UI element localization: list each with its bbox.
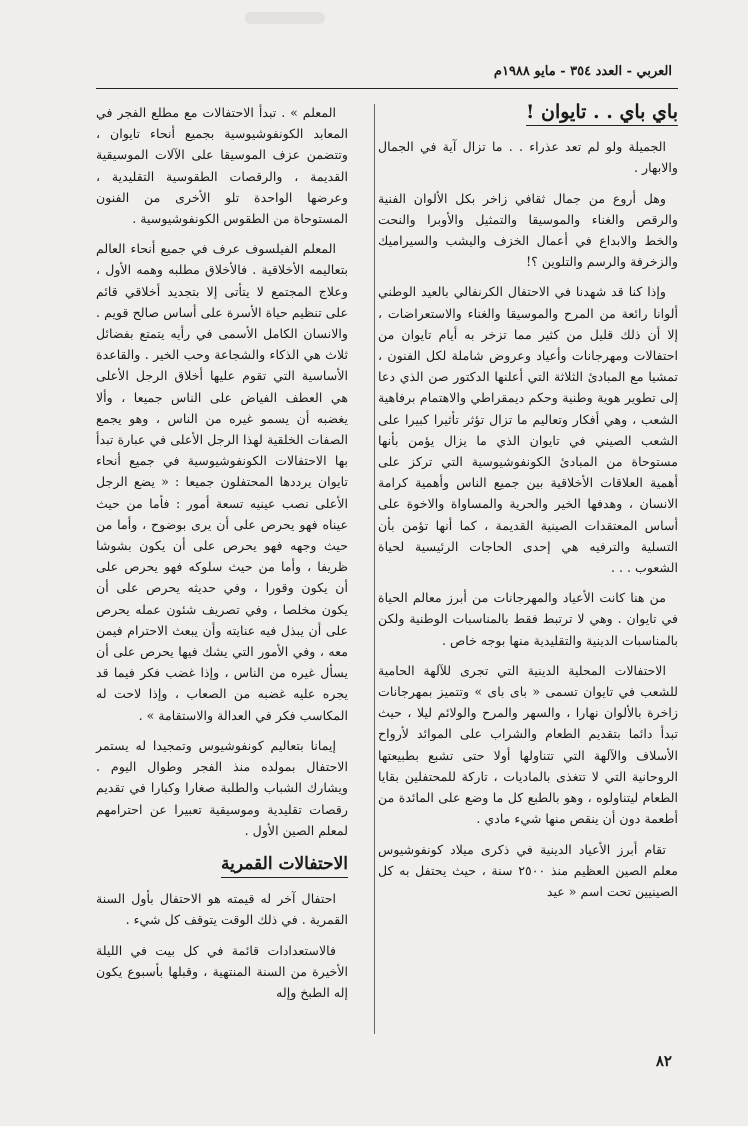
scan-artifact: [245, 12, 325, 24]
page-number: ٨٢: [655, 1052, 672, 1070]
paragraph: المعلم » . تبدأ الاحتفالات مع مطلع الفجر في المعابد الكونفوشيوسية بجميع أنحاء تايوان ، وتتضمن عزف الموسيقا على الآلات الموسيقية القديمة ، والرقصات الطقوسية التقليدية ، وعرضها الواحدة تلو الأخرى من الفنون المستوحاة من الطقوس الكونفوشيوسية .: [96, 105, 348, 227]
paragraph: من هنا كانت الأعياد والمهرجانات من أبرز معالم الحياة في تايوان . وهي لا ترتبط فقط بالمناسبات الوطنية ولكن بالمناسبات الدينية والتقليدية منها بوجه خاص .: [378, 590, 678, 648]
paragraph: المعلم الفيلسوف عرف في جميع أنحاء العالم بتعاليمه الأخلاقية . فالأخلاق مطلبه وهمه الأول ، وعلاج المجتمع لا يتأتى إلا بتجديد أخلاقي قائم على تنظيم حياة الأسرة على أساس صالح قويم . والانسان الكامل الأسمى في رأيه يتمتع بفضائل ثلاث هي الذكاء والشجاعة وحب الخير . والقاعدة الأساسية التي تقوم عليها أخلاق الرجل الأعلى هي العطف الفياض على الناس جميعا ، وألا يغضبه أن يسمو غيره من الناس ، وهو يجمع الصفات الخلقية لهذا الرجل الأعلى في عبارة تبدأ بها الاحتفالات الكونفوشيوسية في جميع أنحاء تايوان يرددها المحتفلون جميعا : « يضع الرجل الأعلى نصب عينيه تسعة أمور : فأما من حيث عيناه فهو يحرص على أن يرى بوضوح ، وأما من حيث وجهه فهو يحرص على أن يكون بشوشا ظريفا ، وأما من حيث سلوكه فهو يحرص على أن يكون وقورا ، وفي حديثه يحرص على أن يكون مخلصا ، وفي تصريف شئون عمله يحرص على أن يبذل فيه عنايته وأن يبعث الاحترام فيمن معه ، وفي الأمور التي يشك فيها يحرص على أن يسأل غيره من الناس ، وإذا غضب فكر فيما قد يجره عليه غضبه من الصعاب ، وإذا لاحت له المكاسب فكر في العدالة والاستقامة » .: [96, 241, 348, 723]
paragraph: إيمانا بتعاليم كونفوشيوس وتمجيدا له يستمر الاحتفال بمولده منذ الفجر وطوال اليوم . ويشارك الشباب والطلبة صغارا وكبارا في تقديم رقصات تقليدية وموسيقية تعبيرا عن احترامهم لمعلم الصين الأول .: [96, 737, 348, 838]
paragraph: وهل أروع من جمال ثقافي زاخر بكل الألوان الفنية والرقص والغناء والموسيقا والتمثيل والأوبرا والنحت والخط والابداع في أعمال الخزف واليشب والسيراميك والزخرفة والرسم والتلوين ؟!: [378, 190, 678, 270]
right-column: [378, 102, 678, 911]
paragraph: وإذا كنا قد شهدنا في الاحتفال الكرنفالي بالعيد الوطني ألوانا رائعة من المرح والموسيقا والغناء والاستعراضات ، إلا أن ذلك قليل من كثير مما تزخر به أيام تايوان من احتفالات ومهرجانات وأعياد وعروض شاملة لكل الفنون ، تمشيا مع المبادئ الثلاثة التي أعلنها الدكتور صن الذي دعا إلى تطوير هوية وطنية وحكم ديمقراطي والاهتمام برفاهية الشعب ، وهي أفكار وتعاليم ما تزال تؤثر تأثيرا كبيرا على الشعب الصيني في تايوان الذي ما يزال يؤمن بأنها مستوحاة من المبادئ الكونفوشيوسية التي تركز على أهمية العلاقات الأخلاقية بين جميع الناس وأهمية كرامة الانسان ، وهدفها الخير والحرية والمساواة والاخوة على أساس المعتقدات الصينية القديمة ، كما أنها تؤمن بأن التسلية والترفيه هي إحدى الحاجات الرئيسية لحياة الشعوب . . .: [378, 284, 678, 576]
paragraph: احتفال آخر له قيمته هو الاحتفال بأول السنة القمرية . في ذلك الوقت يتوقف كل شيء .: [96, 891, 348, 928]
column-divider: [374, 104, 375, 1034]
paragraph: تقام أبرز الأعياد الدينية في ذكرى ميلاد كونفوشيوس معلم الصين العظيم منذ ٢٥٠٠ سنة ، حيث يحتفل به كل الصينيين تحت اسم « عيد: [378, 841, 678, 899]
paragraph: فالاستعدادات قائمة في كل بيت في الليلة الأخيرة من السنة المنتهية ، وقبلها بأسبوع يكون إله الطبخ وإله: [96, 942, 348, 1000]
paragraph: الاحتفالات المحلية الدينية التي تجرى للآلهة الحامية للشعب في تايوان تسمى « باى باى » وتتميز بمهرجانات زاخرة بالألوان نهارا ، والسهر والمرح والولائم ليلا ، حيث تبدأ دائما بتقديم الطعام والشراب على الموائد لأرواح الأسلاف والآلهة التي تتناولها أولا حتى تشبع بطبيعتها الروحانية التي لا تتغذى بالماديات ، تاركة للمحتفلين بقايا الطعام ليتناولوه ، وهو بالطبع كل ما وضع على المائدة من أطعمة دون أن ينقص منها شيء مادي .: [378, 662, 678, 827]
running-head: العربي - العدد ٣٥٤ - مايو ١٩٨٨م: [493, 64, 672, 79]
header-rule: [96, 88, 678, 89]
section-heading: الاحتفالات القمرية: [221, 854, 348, 878]
article-title: باي باي . . تايوان !: [526, 102, 678, 126]
paragraph: الجميلة ولو لم تعد عذراء . . ما تزال آية في الجمال والابهار .: [378, 139, 678, 176]
left-column: [96, 102, 348, 1012]
